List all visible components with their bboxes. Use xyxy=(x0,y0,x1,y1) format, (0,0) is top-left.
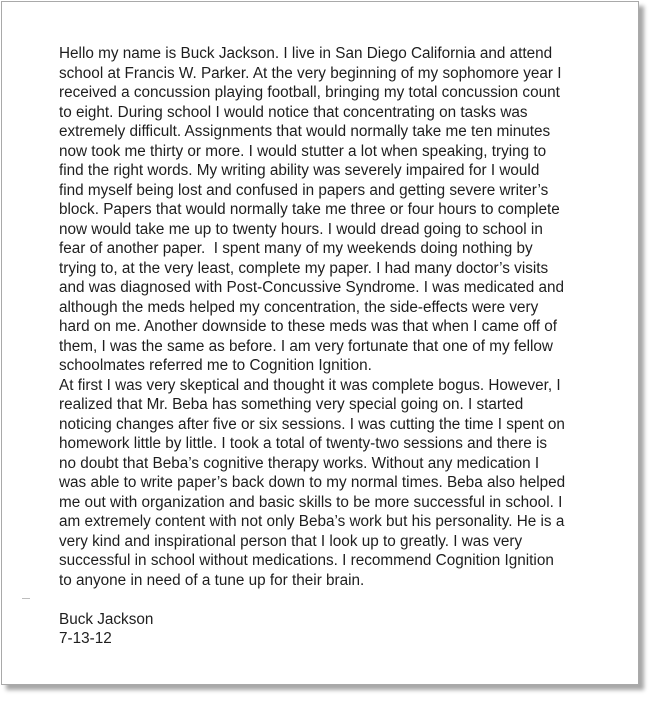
letter-line: schoolmates referred me to Cognition Ignition. xyxy=(59,357,372,374)
letter-line: received a concussion playing football, bringing my total concussion count xyxy=(59,84,560,101)
letter-line: Hello my name is Buck Jackson. I live in San Diego California and attend xyxy=(59,45,553,62)
letter-line: trying to, at the very least, complete my paper. I had many doctor’s visits xyxy=(59,259,549,277)
letter-line: successful in school without medications. I recommend Cognition Ignition xyxy=(59,552,554,569)
letter-line: block. Papers that would normally take me three or four hours to complete xyxy=(59,201,560,218)
testimonial-letter xyxy=(59,44,599,649)
letter-paragraph-1 xyxy=(59,44,599,376)
letter-line: homework little by little. I took a total of twenty-two sessions and there is xyxy=(59,435,548,452)
signature-date: 7-13-12 xyxy=(59,630,112,647)
signature-name: Buck Jackson xyxy=(59,610,154,628)
letter-line: and was diagnosed with Post-Concussive Syndrome. I was medicated and xyxy=(59,279,565,296)
letter-line: realized that Mr. Beba has something very special going on. I started xyxy=(59,396,524,413)
letter-line: find the right words. My writing ability was severely impaired for I would xyxy=(59,162,540,179)
letter-line: now would take me up to twenty hours. I would dread going to school in xyxy=(59,220,543,238)
letter-line: very kind and inspirational person that I look up to greatly. I was very xyxy=(59,532,523,550)
letter-line: am extremely content with not only Beba’s work but his personality. He is a xyxy=(59,513,565,530)
letter-line: extremely difficult. Assignments that would normally take me ten minutes xyxy=(59,123,551,140)
letter-line: to anyone in need of a tune up for their brain. xyxy=(59,571,365,589)
letter-line: school at Francis W. Parker. At the very beginning of my sophomore year I xyxy=(59,64,562,82)
letter-line: noticing changes after five or six sessions. I was cutting the time I spent on xyxy=(59,415,565,433)
scan-speck xyxy=(22,598,30,599)
letter-line: no doubt that Beba’s cognitive therapy works. Without any medication I xyxy=(59,454,540,472)
letter-line: now took me thirty or more. I would stutter a lot when speaking, trying to xyxy=(59,142,547,160)
letter-signoff xyxy=(59,610,599,649)
letter-line: fear of another paper. I spent many of my weekends doing nothing by xyxy=(59,240,533,257)
letter-line: to eight. During school I would notice that concentrating on tasks was xyxy=(59,103,528,121)
letter-paragraph-2 xyxy=(59,376,599,591)
letter-line: was able to write paper’s back down to my normal times. Beba also helped xyxy=(59,474,566,491)
letter-page xyxy=(1,1,639,685)
letter-line: them, I was the same as before. I am very fortunate that one of my fellow xyxy=(59,337,553,355)
letter-line: me out with organization and basic skills to be more successful in school. I xyxy=(59,493,563,511)
letter-line: although the meds helped my concentration, the side-effects were very xyxy=(59,298,539,316)
letter-line: hard on me. Another downside to these meds was that when I came off of xyxy=(59,318,558,335)
letter-line: find myself being lost and confused in papers and getting severe writer’s xyxy=(59,181,549,199)
letter-line: At first I was very skeptical and thought it was complete bogus. However, I xyxy=(59,376,561,394)
